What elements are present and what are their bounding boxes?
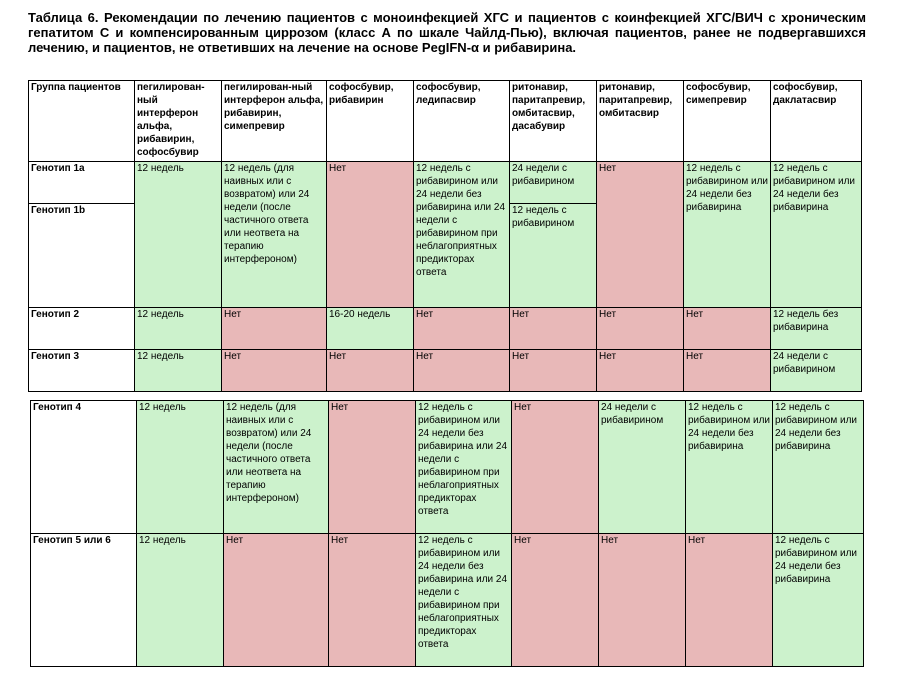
cell-g3-peg-sim: Нет (222, 350, 327, 392)
header-peg-rib-sof: пегилирован-ный интерферон альфа, рибавирин, софосбувир (135, 81, 222, 162)
cell-g2-sof-dac: 12 недель без рибавирина (771, 308, 862, 350)
cell-g1-2d: Нет (597, 162, 684, 308)
cell-g56-peg-sof: 12 недель (137, 534, 224, 667)
table-caption: Таблица 6. Рекомендации по лечению пациентов с моноинфекцией ХГС и пациентов с коинфекцией ХГС/ВИЧ с хроническим гепатитом С и компенсированным циррозом (класс А по шкале Чайлд-Пью), включая пациентов, ранее не подвергавшихся лечению, и пациентов, не ответивших на лечение на основе PegIFN-α и рибавирина. (28, 10, 866, 55)
table-row-genotype-2 (29, 308, 862, 350)
cell-g4-sof-dac: 12 недель с рибавирином или 24 недели без рибавирина (773, 401, 864, 534)
row-label-genotype-2: Генотип 2 (29, 308, 135, 350)
cell-g3-peg-sof: 12 недель (135, 350, 222, 392)
header-patient-group: Группа пациентов (29, 81, 135, 162)
cell-g2-sof-led: Нет (414, 308, 510, 350)
cell-g1-sof-dac: 12 недель с рибавирином или 24 недели без рибавирина (771, 162, 862, 308)
cell-g4-sof-sim: 12 недель с рибавирином или 24 недели без рибавирина (686, 401, 773, 534)
table-row-genotype-5-6 (31, 534, 864, 667)
cell-g3-2d: Нет (597, 350, 684, 392)
table-row-genotype-1a (29, 162, 862, 204)
header-sof-dac: софосбувир, даклатасвир (771, 81, 862, 162)
cell-g1-peg-sof: 12 недель (135, 162, 222, 308)
cell-g4-sof-led: 12 недель с рибавирином или 24 недели без рибавирина или 24 недели с рибавирином при неблагоприятных предикторах ответа (416, 401, 512, 534)
header-row (29, 81, 862, 162)
cell-g4-peg-sim: 12 недель (для наивных или с возвратом) или 24 недели (после частичного ответа или неответа на терапию интерфероном) (224, 401, 329, 534)
row-label-genotype-3: Генотип 3 (29, 350, 135, 392)
cell-g56-sof-dac: 12 недель с рибавирином или 24 недели без рибавирина (773, 534, 864, 667)
cell-g1-sof-sim: 12 недель с рибавирином или 24 недели без рибавирина (684, 162, 771, 308)
header-peg-rib-sim: пегилирован-ный интерферон альфа, рибавирин, симепревир (222, 81, 327, 162)
cell-g2-peg-sof: 12 недель (135, 308, 222, 350)
cell-g56-3d: Нет (512, 534, 599, 667)
cell-g56-2d: Нет (599, 534, 686, 667)
cell-g1-sof-rib: Нет (327, 162, 414, 308)
cell-g56-peg-sim: Нет (224, 534, 329, 667)
cell-g4-sof-rib: Нет (329, 401, 416, 534)
cell-g3-sof-rib: Нет (327, 350, 414, 392)
cell-g4-3d: Нет (512, 401, 599, 534)
treatment-table-part-2 (30, 400, 864, 667)
cell-g4-2d: 24 недели с рибавирином (599, 401, 686, 534)
row-label-genotype-5-6: Генотип 5 или 6 (31, 534, 137, 667)
table-row-genotype-4 (31, 401, 864, 534)
header-rtv-ptv-omb-dsv: ритонавир, паритапревир, омбитасвир, дасабувир (510, 81, 597, 162)
header-sof-rib: софосбувир, рибавирин (327, 81, 414, 162)
cell-g1a-3d: 24 недели с рибавирином (510, 162, 597, 204)
cell-g3-3d: Нет (510, 350, 597, 392)
cell-g56-sof-sim: Нет (686, 534, 773, 667)
cell-g3-sof-sim: Нет (684, 350, 771, 392)
cell-g2-sof-rib: 16-20 недель (327, 308, 414, 350)
cell-g56-sof-led: 12 недель с рибавирином или 24 недели без рибавирина или 24 недели с рибавирином при неблагоприятных предикторах ответа (416, 534, 512, 667)
cell-g3-sof-dac: 24 недели с рибавирином (771, 350, 862, 392)
header-sof-sim: софосбувир, симепревир (684, 81, 771, 162)
cell-g2-peg-sim: Нет (222, 308, 327, 350)
cell-g56-sof-rib: Нет (329, 534, 416, 667)
table-row-genotype-3 (29, 350, 862, 392)
cell-g2-3d: Нет (510, 308, 597, 350)
cell-g1b-3d: 12 недель с рибавирином (510, 204, 597, 308)
row-label-genotype-4: Генотип 4 (31, 401, 137, 534)
cell-g1-peg-sim: 12 недель (для наивных или с возвратом) или 24 недели (после частичного ответа или неответа на терапию интерфероном) (222, 162, 327, 308)
cell-g1-sof-led: 12 недель с рибавирином или 24 недели без рибавирина или 24 недели с рибавирином при неблагоприятных предикторах ответа (414, 162, 510, 308)
cell-g2-2d: Нет (597, 308, 684, 350)
cell-g2-sof-sim: Нет (684, 308, 771, 350)
row-label-genotype-1b: Генотип 1b (29, 204, 135, 308)
cell-g4-peg-sof: 12 недель (137, 401, 224, 534)
cell-g3-sof-led: Нет (414, 350, 510, 392)
header-rtv-ptv-omb: ритонавир, паритапревир, омбитасвир (597, 81, 684, 162)
treatment-table-part-1 (28, 80, 862, 392)
header-sof-led: софосбувир, ледипасвир (414, 81, 510, 162)
row-label-genotype-1a: Генотип 1a (29, 162, 135, 204)
